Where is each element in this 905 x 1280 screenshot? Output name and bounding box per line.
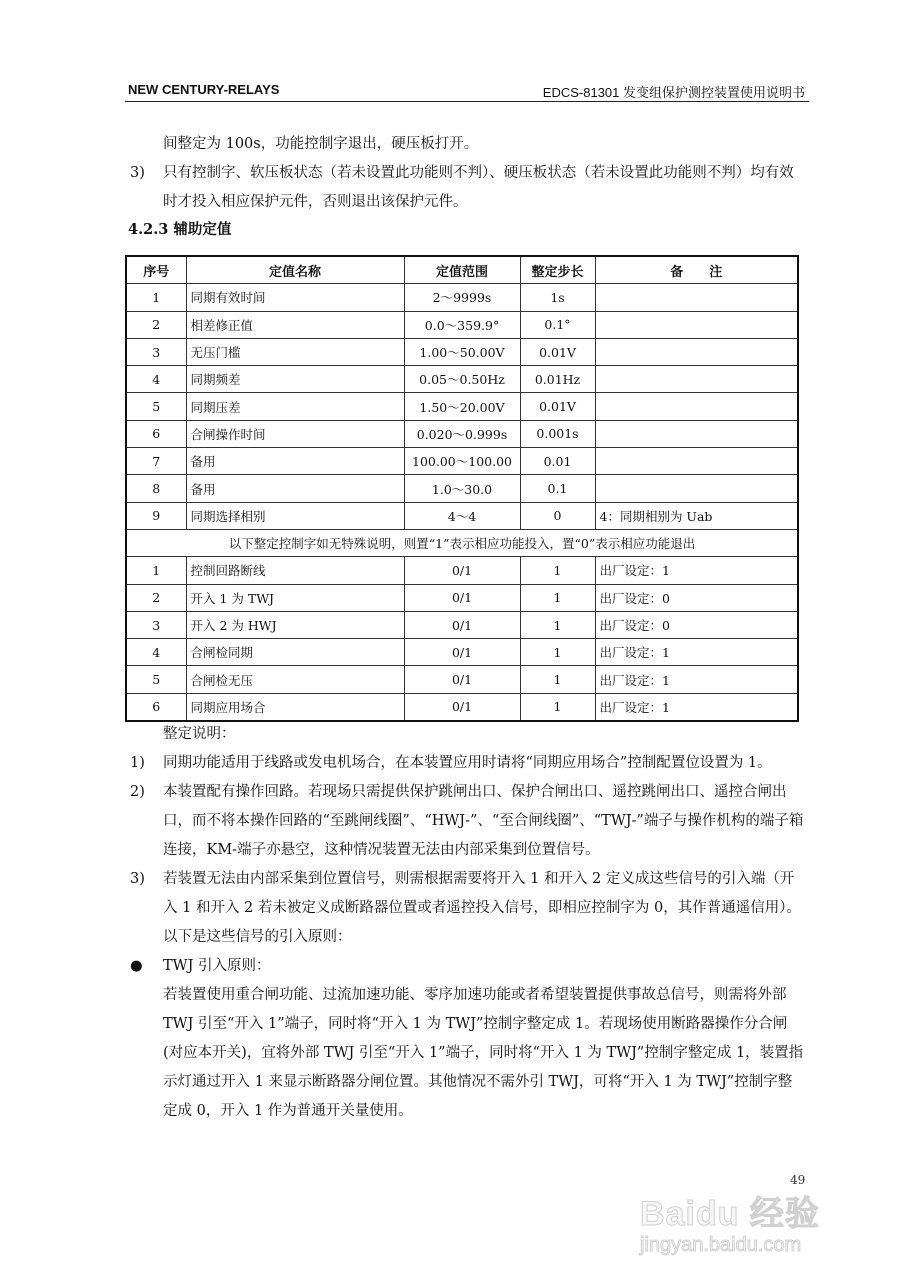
baidu-watermark-logo <box>640 1195 820 1257</box>
cell-name: 同期选择相别 <box>186 502 404 529</box>
cell-index: 7 <box>126 448 186 475</box>
cell-remark: 出厂设定：1 <box>595 639 798 666</box>
cell-step: 1 <box>520 639 595 666</box>
cell-index: 8 <box>126 475 186 502</box>
cell-step: 0.01V <box>520 393 595 420</box>
table-row <box>126 584 798 611</box>
cell-step: 1s <box>520 284 595 311</box>
cell-remark: 出厂设定：1 <box>595 557 798 584</box>
notes-title: 整定说明： <box>163 726 236 742</box>
note-item <box>128 865 805 952</box>
cell-name: 开入 2 为 HWJ <box>186 611 404 638</box>
column-header: 整定步长 <box>520 256 595 284</box>
note-text: 同期功能适用于线路或发电机场合，在本装置应用时请将“同期应用场合”控制配置位设置为 1。 <box>163 755 772 771</box>
bullet-icon: ● <box>130 958 143 974</box>
cell-remark: 出厂设定：0 <box>595 611 798 638</box>
cell-index: 5 <box>126 666 186 693</box>
table-row <box>126 366 798 393</box>
cell-remark <box>595 393 798 420</box>
table-row <box>126 693 798 721</box>
cell-name: 同期应用场合 <box>186 693 404 721</box>
notes-section <box>128 720 805 1126</box>
cell-name: 合闸操作时间 <box>186 420 404 447</box>
list-number: 3) <box>130 871 145 887</box>
cell-step: 0.01 <box>520 448 595 475</box>
watermark-url: jingyan.baidu.com <box>640 1234 802 1256</box>
cell-index: 3 <box>126 611 186 638</box>
list-number: 2) <box>130 784 145 800</box>
page-number: 49 <box>790 1173 806 1187</box>
cell-range: 0/1 <box>404 611 520 638</box>
note-item <box>128 749 805 778</box>
cell-remark <box>595 420 798 447</box>
cell-index: 4 <box>126 366 186 393</box>
cell-range: 100.00～100.00 <box>404 448 520 475</box>
cell-name: 相差修正值 <box>186 311 404 338</box>
list-number: 3) <box>130 165 145 181</box>
table-row <box>126 475 798 502</box>
cell-range: 1.50～20.00V <box>404 393 520 420</box>
bullet-item <box>128 952 805 1126</box>
intro-section <box>128 130 805 217</box>
table-row <box>126 311 798 338</box>
cell-index: 2 <box>126 584 186 611</box>
list-item <box>128 159 805 217</box>
cell-step: 0 <box>520 502 595 529</box>
cell-name: 无压门槛 <box>186 338 404 365</box>
cell-remark: 出厂设定：0 <box>595 584 798 611</box>
cell-name: 控制回路断线 <box>186 557 404 584</box>
cell-index: 6 <box>126 693 186 721</box>
cell-range: 0.020～0.999s <box>404 420 520 447</box>
cell-remark <box>595 284 798 311</box>
table-row <box>126 557 798 584</box>
table-row <box>126 639 798 666</box>
list-number: 1) <box>130 755 145 771</box>
cell-name: 备用 <box>186 475 404 502</box>
watermark-brand: Baidu 经验 <box>640 1195 820 1233</box>
note-text: 若装置无法由内部采集到位置信号，则需根据需要将开入 1 和开入 2 定义成这些信号的引入端（开入 1 和开入 2 若未被定义成断路器位置或者遥控投入信号，即相应控制字为 0，其作普通遥信用）。以下是这些信号的引入原则： <box>163 871 801 945</box>
cell-remark <box>595 366 798 393</box>
cell-remark <box>595 338 798 365</box>
cell-name: 开入 1 为 TWJ <box>186 584 404 611</box>
bullet-title: TWJ 引入原则： <box>163 958 271 974</box>
cell-remark: 4：同期相别为 Uab <box>595 502 798 529</box>
cell-step: 0.001s <box>520 420 595 447</box>
table-note: 以下整定控制字如无特殊说明，则置“1”表示相应功能投入，置“0”表示相应功能退出 <box>126 529 798 556</box>
table-row <box>126 284 798 311</box>
note-item <box>128 778 805 865</box>
table-row <box>126 420 798 447</box>
cell-index: 2 <box>126 311 186 338</box>
cell-range: 0/1 <box>404 584 520 611</box>
cell-step: 1 <box>520 557 595 584</box>
cell-name: 同期压差 <box>186 393 404 420</box>
cell-step: 1 <box>520 584 595 611</box>
cell-range: 0/1 <box>404 557 520 584</box>
table-row <box>126 338 798 365</box>
cell-remark: 出厂设定：1 <box>595 693 798 721</box>
cell-remark <box>595 448 798 475</box>
cell-step: 0.1° <box>520 311 595 338</box>
cell-range: 2～9999s <box>404 284 520 311</box>
cell-index: 1 <box>126 284 186 311</box>
bullet-text: 若装置使用重合闸功能、过流加速功能、零序加速功能或者希望装置提供事故总信号，则需将外部 TWJ 引至“开入 1”端子，同时将“开入 1 为 TWJ”控制字整定成 1。若现场使用断路器操作分合闸(对应本开关)，宜将外部 TWJ 引至“开入 1”端子，同时将“开入 1 为 TWJ”控制字整定成 1，装置指示灯通过开入 1 来显示断路器分闸位置。其他情况不需外引 TWJ，可将“开入 1 为 TWJ”控制字整定成 0，开入 1 作为普通开关量使用。 <box>163 987 804 1119</box>
section-title: 4.2.3 辅助定值 <box>128 221 232 238</box>
cell-step: 0.01Hz <box>520 366 595 393</box>
table-row <box>126 448 798 475</box>
cell-index: 6 <box>126 420 186 447</box>
column-header: 定值名称 <box>186 256 404 284</box>
cell-range: 0.0～359.9° <box>404 311 520 338</box>
cell-name: 同期频差 <box>186 366 404 393</box>
cell-range: 1.00～50.00V <box>404 338 520 365</box>
cell-name: 合闸检同期 <box>186 639 404 666</box>
cell-index: 3 <box>126 338 186 365</box>
table-note-row <box>126 529 798 556</box>
cell-step: 0.1 <box>520 475 595 502</box>
cell-index: 9 <box>126 502 186 529</box>
cell-range: 4～4 <box>404 502 520 529</box>
cell-name: 合闸检无压 <box>186 666 404 693</box>
table-row <box>126 502 798 529</box>
cell-range: 1.0～30.0 <box>404 475 520 502</box>
cell-step: 0.01V <box>520 338 595 365</box>
cell-index: 1 <box>126 557 186 584</box>
cell-step: 1 <box>520 611 595 638</box>
note-text: 本装置配有操作回路。若现场只需提供保护跳闸出口、保护合闸出口、遥控跳闸出口、遥控合闸出口，而不将本操作回路的“至跳闸线圈”、“HWJ-”、“至合闸线圈”、“TWJ-”端子与操作机构的端子箱连接，KM-端子亦悬空，这种情况装置无法由内部采集到位置信号。 <box>163 784 804 858</box>
header-company: NEW CENTURY-RELAYS <box>128 82 280 97</box>
cell-index: 4 <box>126 639 186 666</box>
column-header: 备 注 <box>595 256 798 284</box>
cell-range: 0/1 <box>404 666 520 693</box>
cell-step: 1 <box>520 693 595 721</box>
cell-step: 1 <box>520 666 595 693</box>
paragraph: 只有控制字、软压板状态（若未设置此功能则不判）、硬压板状态（若未设置此功能则不判）均有效时才投入相应保护元件，否则退出该保护元件。 <box>163 165 794 210</box>
paragraph: 间整定为 100s，功能控制字退出，硬压板打开。 <box>163 136 479 152</box>
table-header-row <box>126 256 798 284</box>
cell-remark <box>595 311 798 338</box>
table-row <box>126 393 798 420</box>
cell-name: 同期有效时间 <box>186 284 404 311</box>
cell-name: 备用 <box>186 448 404 475</box>
settings-table <box>125 255 799 722</box>
cell-remark <box>595 475 798 502</box>
column-header: 定值范围 <box>404 256 520 284</box>
table-row <box>126 666 798 693</box>
cell-range: 0.05～0.50Hz <box>404 366 520 393</box>
column-header: 序号 <box>126 256 186 284</box>
table-row <box>126 611 798 638</box>
cell-index: 5 <box>126 393 186 420</box>
header-divider <box>125 101 809 102</box>
cell-range: 0/1 <box>404 639 520 666</box>
cell-remark: 出厂设定：1 <box>595 666 798 693</box>
header-doc-title: EDCS-81301 发变组保护测控装置使用说明书 <box>542 85 805 100</box>
cell-range: 0/1 <box>404 693 520 721</box>
